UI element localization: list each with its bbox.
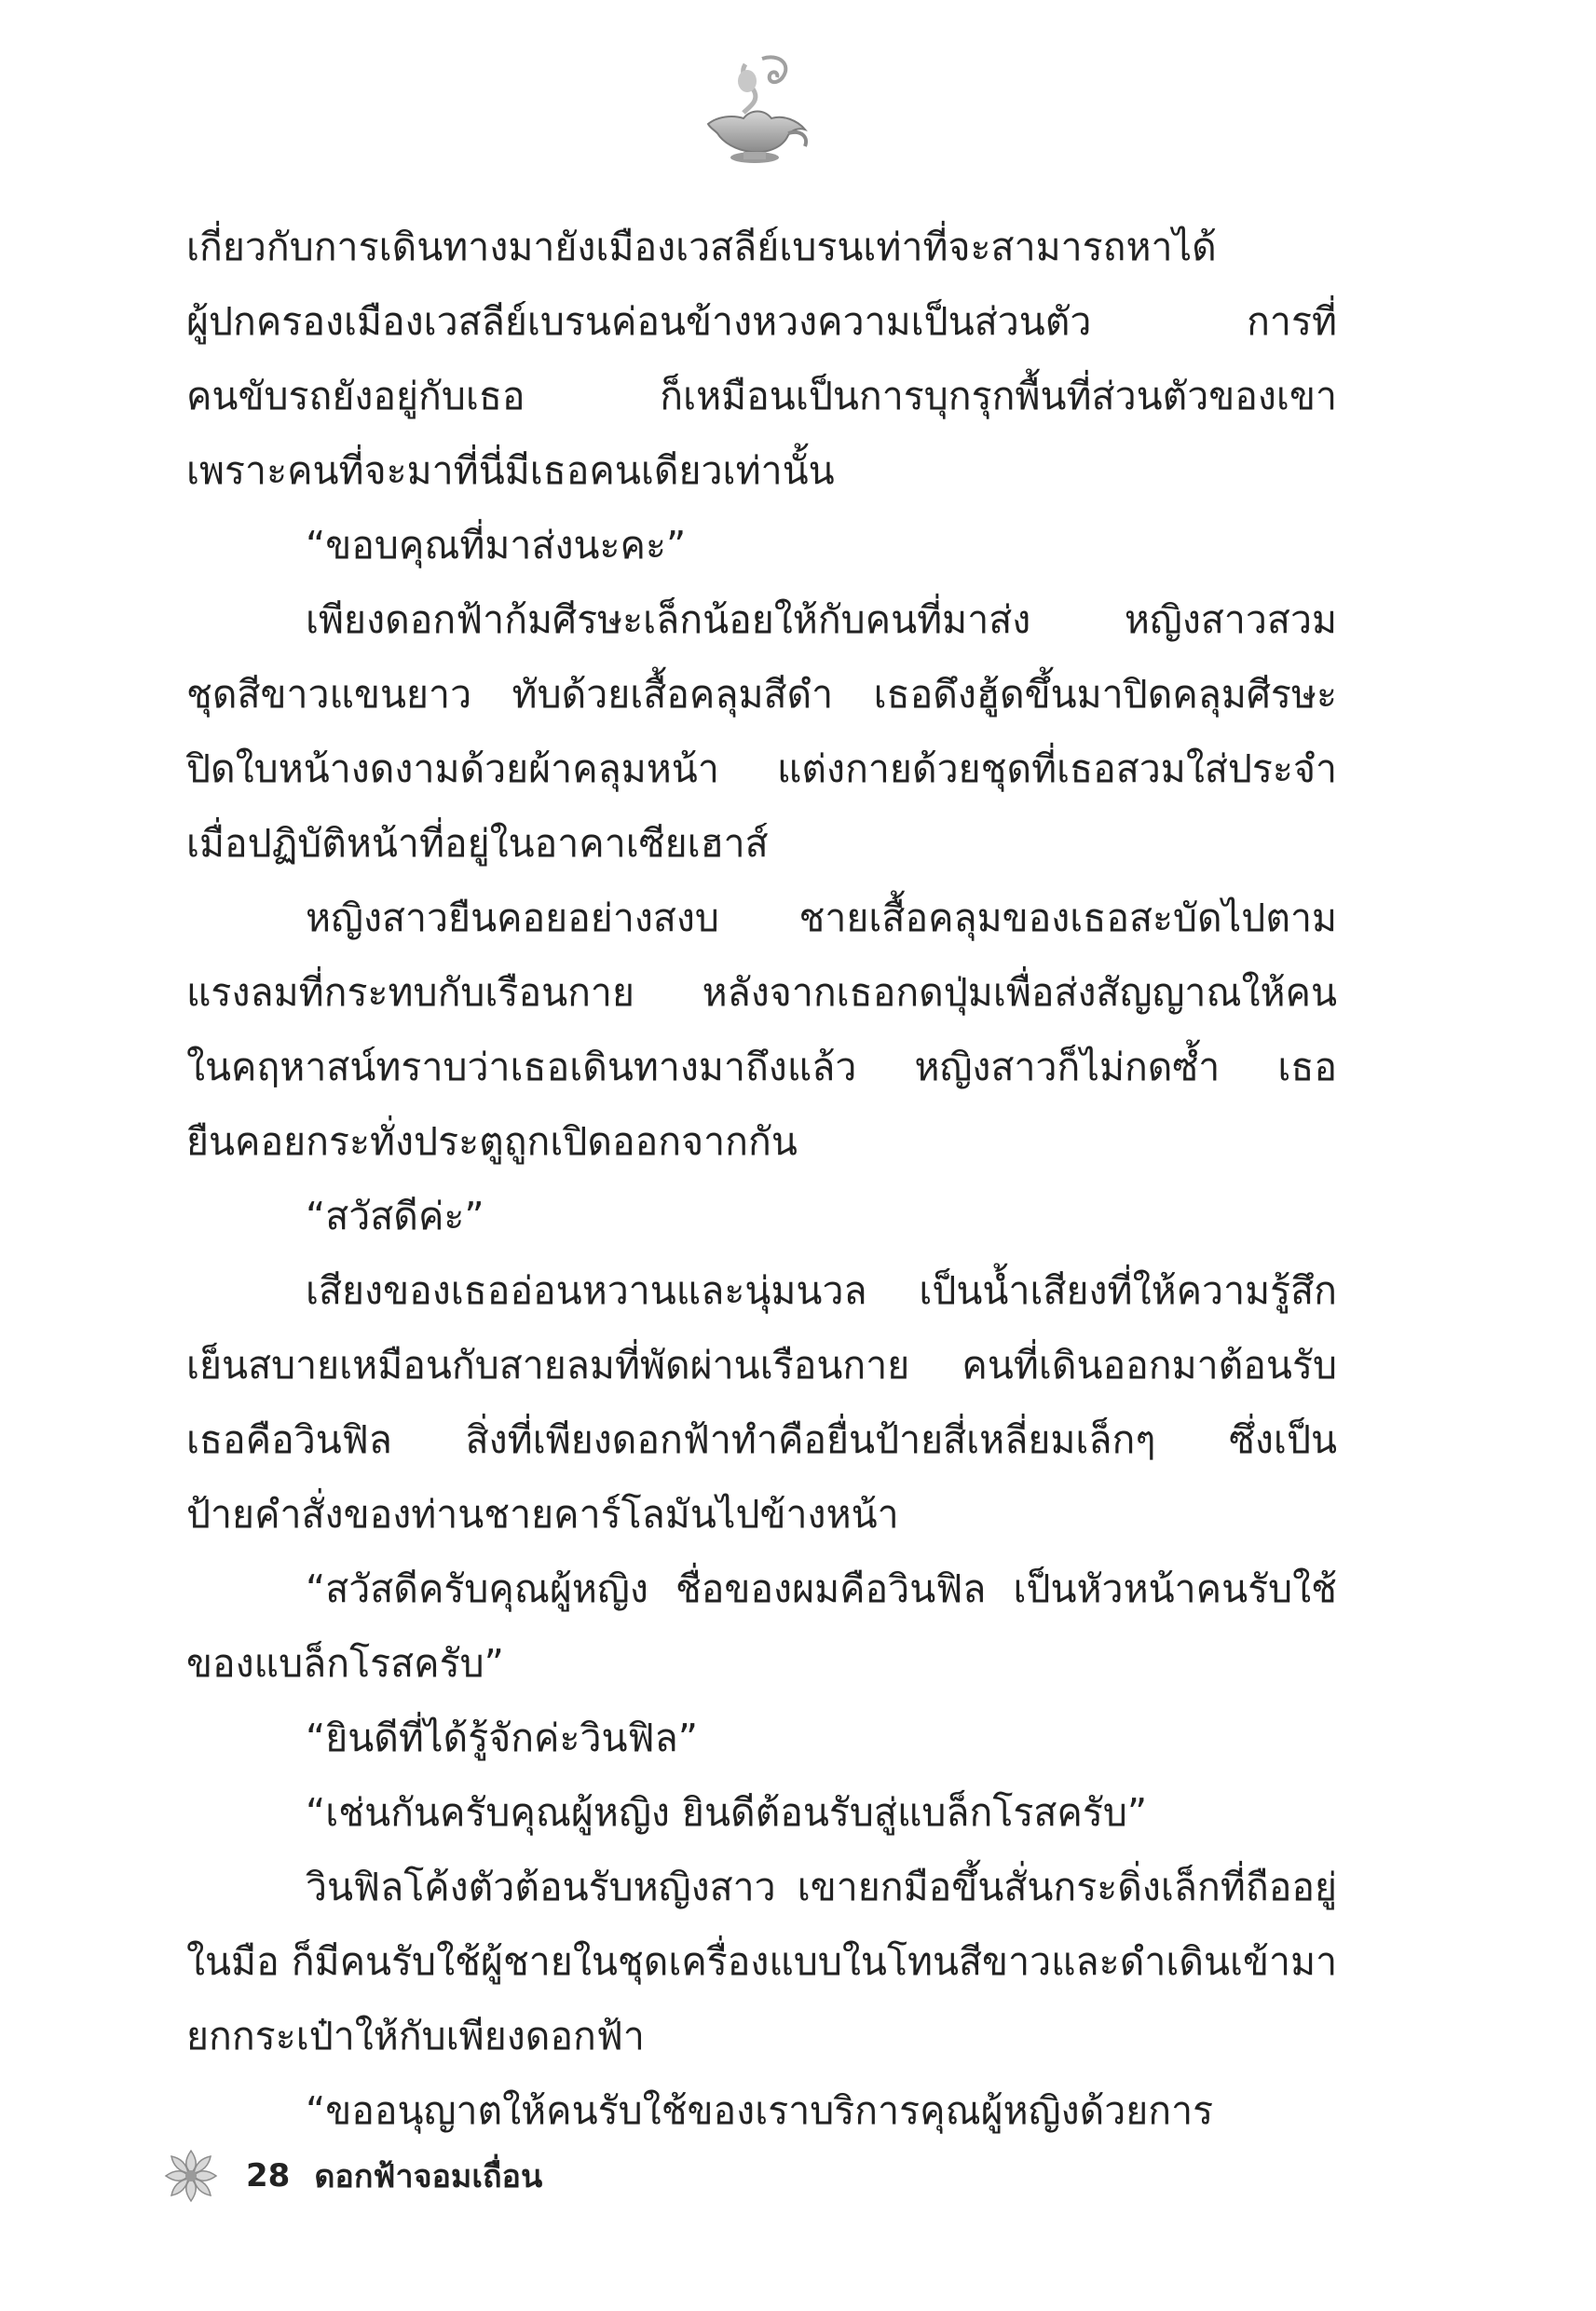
text-line: เพียงดอกฟ้าก้มศีรษะเล็กน้อยให้กับคนที่มาส่ง หญิงสาวสวม (306, 597, 1337, 642)
text-line: “เช่นกันครับคุณผู้หญิง ยินดีต้อนรับสู่แบล็กโรสครับ” (306, 1790, 1148, 1835)
text-line: แรงลมที่กระทบกับเรือนกาย หลังจากเธอกดปุ่มเพื่อส่งสัญญาณให้คน (186, 970, 1337, 1015)
text-line: หญิงสาวยืนคอยอย่างสงบ ชายเสื้อคลุมของเธอสะบัดไปตาม (306, 896, 1337, 940)
text-line: ยกกระเป๋าให้กับเพียงดอกฟ้า (186, 2014, 645, 2058)
text-line: เธอคือวินฟิล สิ่งที่เพียงดอกฟ้าทำคือยื่นป้ายสี่เหลี่ยมเล็กๆ ซึ่งเป็น (186, 1417, 1337, 1462)
text-line: เย็นสบายเหมือนกับสายลมที่พัดผ่านเรือนกาย คนที่เดินออกมาต้อนรับ (186, 1343, 1337, 1388)
text-line: “ขออนุญาตให้คนรับใช้ของเราบริการคุณผู้หญิงด้วยการ (306, 2088, 1214, 2133)
text-line: เพราะคนที่จะมาที่นี่มีเธอคนเดียวเท่านั้น (186, 448, 835, 493)
text-line: ผู้ปกครองเมืองเวสลีย์เบรนค่อนข้างหวงความเป็นส่วนตัว การที่ (186, 299, 1337, 344)
text-line: เมื่อปฏิบัติหน้าที่อยู่ในอาคาเซียเฮาส์ (186, 821, 769, 866)
text-line: “สวัสดีค่ะ” (306, 1194, 484, 1238)
text-line: ป้ายคำสั่งของท่านชายคาร์โลมันไปข้างหน้า (186, 1492, 899, 1537)
page-number: 28 (246, 2157, 291, 2195)
text-line: วินฟิลโค้งตัวต้อนรับหญิงสาว เขายกมือขึ้นสั่นกระดิ่งเล็กที่ถืออยู่ (306, 1865, 1337, 1909)
text-line: คนขับรถยังอยู่กับเธอ ก็เหมือนเป็นการบุกรุกพื้นที่ส่วนตัวของเขา (186, 374, 1337, 418)
text-line: ในคฤหาสน์ทราบว่าเธอเดินทางมาถึงแล้ว หญิงสาวก็ไม่กดซ้ำ เธอ (186, 1045, 1337, 1089)
text-line: ชุดสีขาวแขนยาว ทับด้วยเสื้อคลุมสีดำ เธอดึงฮู้ดขึ้นมาปิดคลุมศีรษะ (186, 672, 1337, 717)
text-line: “ยินดีที่ได้รู้จักค่ะวินฟิล” (306, 1716, 698, 1760)
body-text (186, 210, 1337, 2148)
genie-lamp-icon (689, 51, 820, 172)
flower-cluster-icon (158, 2143, 224, 2208)
text-line: “สวัสดีครับคุณผู้หญิง ชื่อของผมคือวินฟิล เป็นหัวหน้าคนรับใช้ (306, 1566, 1337, 1611)
text-line: ของแบล็กโรสครับ” (186, 1641, 504, 1686)
text-line: “ขอบคุณที่มาส่งนะคะ” (306, 523, 687, 567)
text-line: เสียงของเธออ่อนหวานและนุ่มนวล เป็นน้ำเสียงที่ให้ความรู้สึก (306, 1268, 1337, 1313)
book-title: ดอกฟ้าจอมเถื่อน (314, 2158, 543, 2195)
text-line: ในมือ ก็มีคนรับใช้ผู้ชายในชุดเครื่องแบบในโทนสีขาวและดำเดินเข้ามา (186, 1939, 1337, 1984)
text-line: ยืนคอยกระทั่งประตูถูกเปิดออกจากกัน (186, 1119, 798, 1164)
page-footer (158, 2143, 717, 2208)
text-line: เกี่ยวกับการเดินทางมายังเมืองเวสลีย์เบรนเท่าที่จะสามารถหาได้ (186, 225, 1217, 269)
text-line: ปิดใบหน้างดงามด้วยผ้าคลุมหน้า แต่งกายด้วยชุดที่เธอสวมใส่ประจำ (186, 746, 1337, 791)
